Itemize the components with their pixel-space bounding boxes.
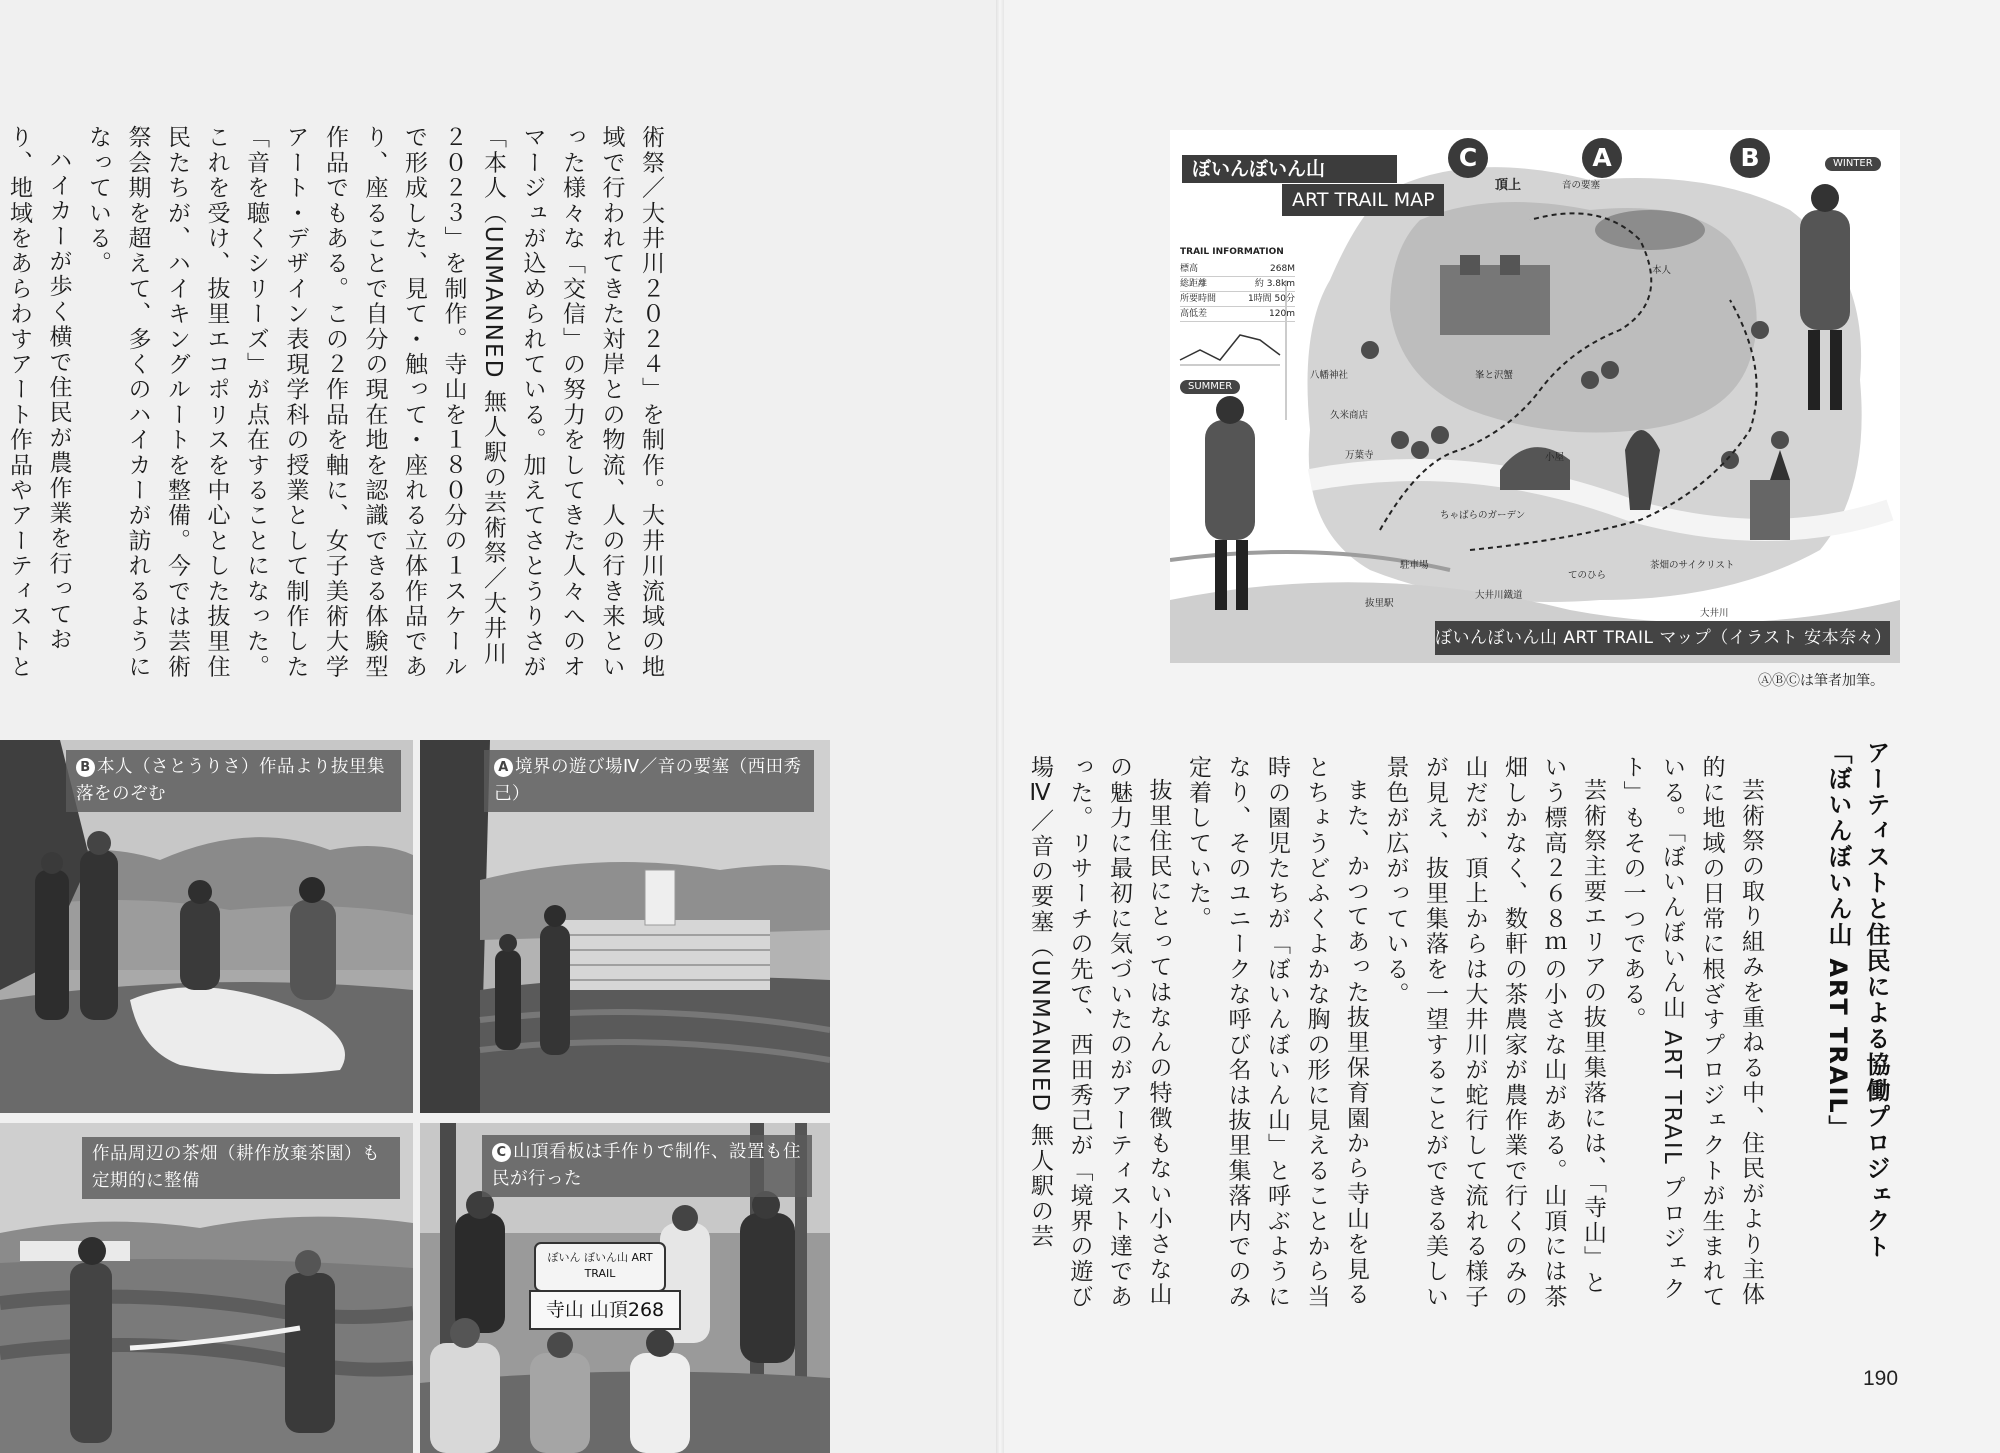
right-paragraph-3: また、かつてあった抜里保育園から寺山を見るとちょうどふくよかな胸の形に見えることから当時の園児たちが「ぼいんぼいん山」と呼ぶようになり、そのユニークな呼び名は抜里集落内でのみ定着していた。 [1185,755,1369,1310]
map-marker-c: C [1448,138,1488,178]
map-place-label: ちゃばらのガーデン [1440,510,1526,521]
trail-info-row: 総距離 約 3.8km [1180,277,1295,292]
photo-b-village-view [0,740,413,1113]
season-summer: SUMMER [1180,380,1240,394]
map-place-label: 小屋 [1545,452,1565,463]
photo-a-sound-fortress [420,740,830,1113]
left-paragraph-2: ハイカーが歩く横で住民が農作業を行っており、地域をあらわすアート作品やアーティストと [6,125,72,680]
trail-info-row: 高低差 120m [1180,307,1295,322]
trail-info [1180,245,1295,322]
right-body-text [1027,755,1770,1315]
map-place-label: 峯と沢蟹 [1475,370,1514,381]
map-marker-a: A [1582,138,1622,178]
photo-c-caption: C 山頂看板は手作りで制作、設置も住民が行った [482,1135,812,1197]
summit-sign-bottom: 寺山 山頂268 [545,1299,665,1321]
map-place-label: 大井川鐵道 [1475,590,1523,601]
section-heading [1805,740,1895,1300]
map-place-label: 八幡神社 [1310,370,1349,381]
trail-info-row: 標高 268M [1180,262,1295,277]
left-body-text [6,125,670,685]
right-paragraph-2: 芸術祭主要エリアの抜里集落には、「寺山」という標高２６８ｍの小さな山がある。山頂には茶畑しかなく、数軒の茶農家が農作業で行くのみの山だが、頂上からは大井川が蛇行して流れる様子が見え、抜里集落を一望することができる美しい景色が広がっている。 [1382,755,1606,1310]
right-paragraph-4: 抜里住民にとってはなんの特徴もない小さな山の魅力に最初に気づいたのがアーティスト達であった。リサーチの先で、西田秀己が「境界の遊び場Ⅳ／音の要塞（UNMANNED 無人駅の芸 [1027,755,1172,1310]
map-place-label: 本人 [1652,265,1672,276]
photo-b-caption: B 本人（さとうりさ）作品より抜里集落をのぞむ [66,750,401,812]
photo-tea-field [0,1123,413,1453]
photo-a-caption: A 境界の遊び場Ⅳ／音の要塞（西田秀己） [484,750,814,812]
summit-sign-top: ぼいん ぼいん山 ART TRAIL [547,1251,653,1280]
season-winter: WINTER [1825,157,1881,171]
map-subtitle: ART TRAIL MAP [1282,184,1444,216]
right-paragraph-1: 芸術祭の取り組みを重ねる中、住民がより主体的に地域の日常に根ざすプロジェクトが生まれている。「ぼいんぼいん山 ART TRAIL プロジェクト」もその一つである。 [1619,755,1764,1310]
page-number: 190 [1863,1367,1899,1390]
art-trail-map [1170,130,1900,663]
map-place-label: 茶畑のサイクリスト [1650,560,1735,571]
map-place-label: 駐車場 [1400,560,1429,571]
trail-info-title: TRAIL INFORMATION [1180,247,1284,257]
map-place-label: 大井川 [1700,608,1729,619]
left-paragraph-1: 術祭／大井川２０２４」を制作。大井川流域の地域で行われてきた対岸との物流、人の行き来といった様々な「交信」の努力をしてきた人々へのオマージュが込められている。加えてさとうりさが「本人（UNMANNED 無人駅の芸術祭／大井川２０２３」を制作。寺山を１８０分の１スケールで形成した、見て・触って・座れる立体作品であり、座ることで自分の現在地を認識できる体験型作品でもある。この２作品を軸に、女子美術大学アート・デザイン表現学科の授業として制作した「音を聴くシリーズ」が点在することになった。これを受け、抜里エコポリスを中心とした抜里住民たちが、ハイキングルートを整備。今では芸術祭会期を超えて、多くのハイカーが訪れるようになっている。 [85,125,664,680]
photo-c-summit-sign [420,1123,830,1453]
photo-tea-caption: 作品周辺の茶畑（耕作放棄茶園）も定期的に整備 [82,1137,400,1199]
section-heading-line1: アーティストと住民による協働プロジェクト [1862,740,1890,1260]
book-gutter [996,0,1004,1453]
map-footer-caption: ぼいんぼいん山 ART TRAIL マップ（イラスト 安本奈々） [1435,621,1890,655]
map-marker-b: B [1730,138,1770,178]
photo-b-badge: B [76,758,95,777]
map-note: ⒶⒷⒸは筆者加筆。 [1758,673,1884,689]
map-place-label: てのひら [1568,570,1607,581]
map-illustration [1170,130,1900,663]
trail-info-row: 所要時間 1時間 50分 [1180,292,1295,307]
map-summit-label: 頂上 [1495,178,1522,193]
map-place-label: 久米商店 [1330,410,1369,421]
map-place-label: 音の要塞 [1562,180,1601,191]
map-title: ぼいんぼいん山 [1182,155,1397,183]
map-place-label: 抜里駅 [1365,598,1394,609]
map-place-label: 万葉寺 [1345,450,1374,461]
photo-c-badge: C [492,1143,511,1162]
section-heading-line2: 「ぼいんぼいん山 ART TRAIL」 [1824,740,1852,1141]
photo-a-badge: A [494,758,513,777]
